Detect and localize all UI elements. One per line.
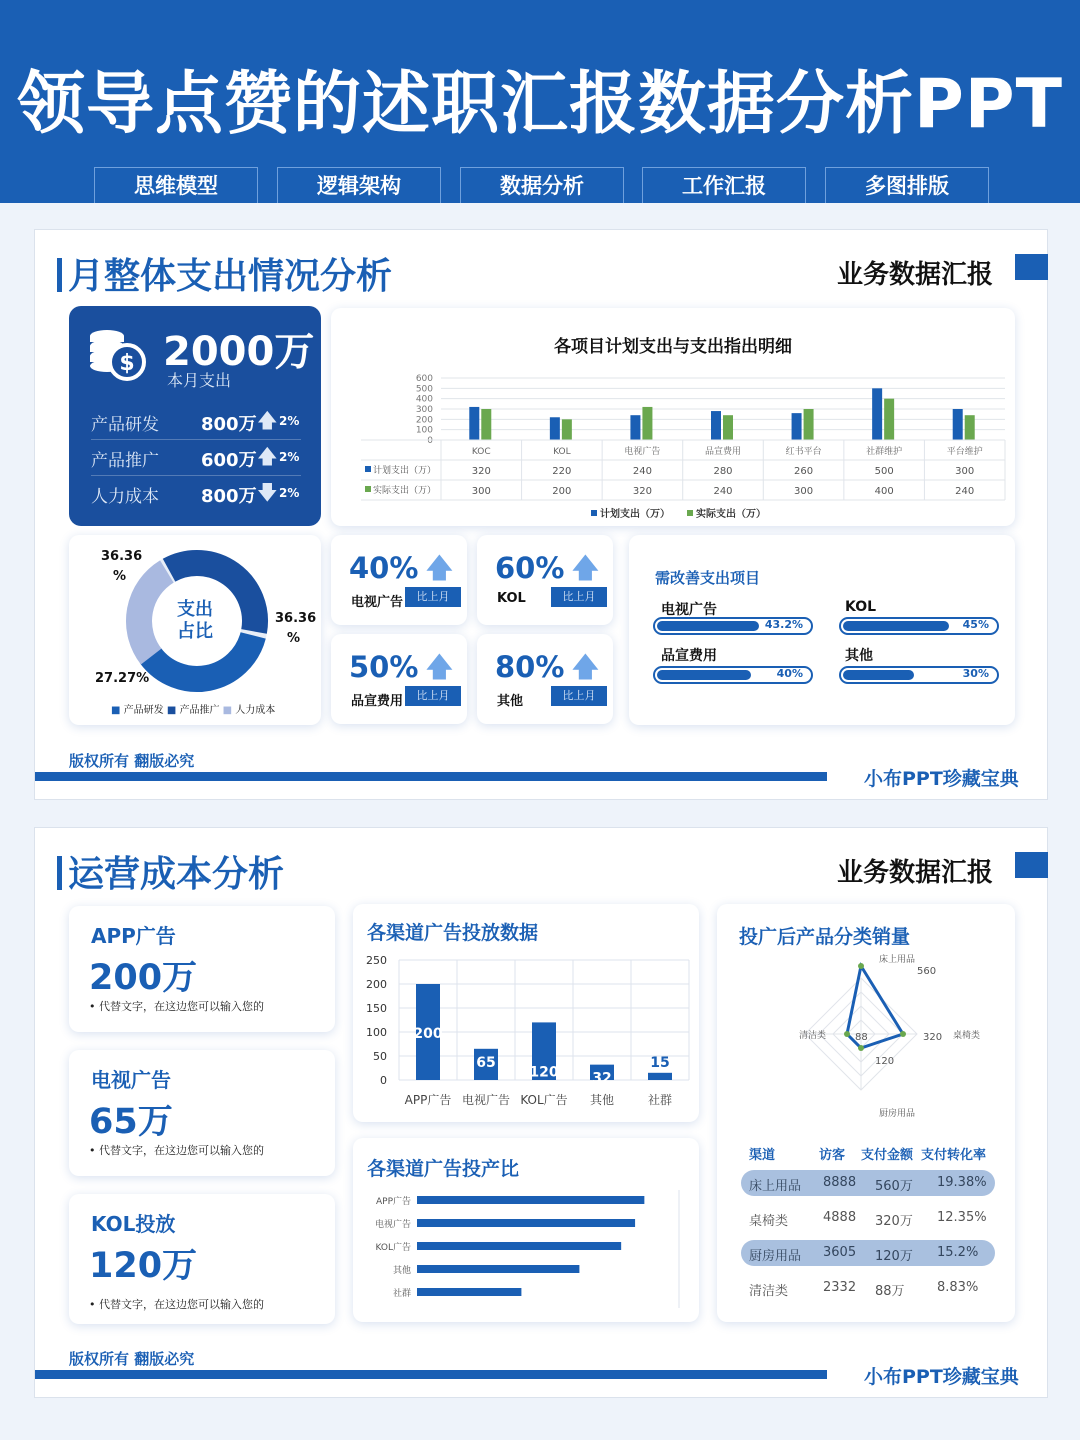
radar-point (858, 1045, 864, 1051)
table-cell: 320 (471, 466, 491, 477)
stat-card-app (69, 906, 335, 1032)
progress-fill (657, 621, 759, 631)
progress-fill (843, 670, 914, 680)
legend-swatch (365, 486, 371, 492)
y-tick-label: 150 (366, 1002, 387, 1015)
y-tick-label: 电视广告 (374, 1220, 411, 1230)
arrow-down-icon: 🡇 (257, 480, 278, 504)
legend-item: 计划支出（万） (600, 509, 670, 520)
table-cell: 200 (552, 486, 572, 497)
x-tick-label: KOC (471, 447, 491, 457)
legend-item: 产品推广 (179, 705, 220, 716)
x-tick-label: 红书平台 (785, 447, 822, 457)
legend-item: 产品研发 (123, 705, 164, 716)
summary-row (91, 406, 301, 440)
main-title: 领导点赞的述职汇报数据分析PPT (16, 65, 1064, 144)
table-cell: 400 (874, 486, 894, 497)
kpi-card-brand (331, 634, 467, 724)
radar-point (900, 1031, 906, 1037)
bar (550, 417, 560, 440)
table-cell: 19.38% (937, 1175, 987, 1190)
table-cell: 300 (794, 486, 814, 497)
arrow-up-icon: 🡅 (425, 551, 454, 584)
data-label: 200 (413, 1026, 443, 1042)
x-tick-label: 平台维护 (946, 447, 983, 457)
slide-right-title: 业务数据汇报 (837, 858, 994, 888)
ad-channel-chart-card (353, 904, 699, 1122)
summary-row-value: 800万 (201, 486, 257, 507)
data-label: 88 (855, 1032, 868, 1043)
money-coins-icon (87, 326, 147, 384)
stat-card-tv (69, 1050, 335, 1176)
bar (872, 388, 882, 440)
bar (723, 415, 733, 440)
donut-label: 36.36 (101, 549, 143, 564)
expense-detail-chart-card (331, 308, 1015, 526)
progress-fill (843, 621, 949, 631)
table-cell: 15.2% (937, 1245, 979, 1260)
progress-value: 40% (776, 667, 803, 680)
progress-bar (839, 617, 999, 635)
table-cell: 300 (955, 466, 975, 477)
progress-bar (653, 617, 813, 635)
decor-square (1015, 852, 1048, 878)
category-tabs (94, 167, 989, 203)
arrow-up-icon: 🡅 (571, 551, 600, 584)
table-cell: 240 (955, 486, 975, 497)
y-tick-label: 50 (373, 1050, 387, 1063)
y-tick-label: 400 (415, 394, 433, 405)
stat-value: 65万 (89, 1102, 173, 1142)
improve-title: 需改善支出项目 (655, 569, 761, 587)
bar (417, 1196, 644, 1204)
slide-right-title: 业务数据汇报 (837, 260, 994, 290)
table-cell: 320万 (875, 1214, 913, 1229)
bar (792, 413, 802, 440)
kpi-badge: 比上月 (551, 686, 607, 706)
progress-label: 品宣费用 (661, 648, 717, 664)
stat-value: 200万 (89, 958, 198, 998)
expense-share-card (69, 535, 321, 725)
summary-row-label: 产品推广 (91, 451, 159, 471)
kpi-name: KOL (497, 591, 526, 606)
table-row (741, 1205, 995, 1231)
tab-thinking-model[interactable]: 思维模型 (94, 167, 258, 203)
x-tick-label: 电视广告 (461, 1093, 511, 1107)
table-cell: 桌椅类 (749, 1214, 789, 1229)
radar-point (858, 963, 864, 969)
kpi-card-kol (477, 535, 613, 625)
table-cell: 88万 (875, 1284, 905, 1299)
summary-row-value: 600万 (201, 450, 257, 471)
bar (648, 1073, 672, 1080)
summary-row-label: 人力成本 (91, 487, 159, 507)
y-tick-label: 其他 (392, 1266, 411, 1276)
data-label: 15 (650, 1054, 670, 1071)
table-cell: 清洁类 (749, 1284, 789, 1299)
donut-label: % (113, 569, 127, 584)
x-tick-label: APP广告 (404, 1093, 452, 1107)
x-tick-label: 社群维护 (866, 447, 903, 457)
bar (711, 411, 721, 440)
legend-swatch (365, 466, 371, 472)
bar (630, 415, 640, 440)
table-cell: 厨房用品 (749, 1249, 802, 1264)
copyright-text: 版权所有 翻版必究 (69, 752, 195, 770)
stat-value: 120万 (89, 1246, 198, 1286)
data-label: 120 (529, 1064, 559, 1081)
kpi-card-other (477, 634, 613, 724)
legend-swatch (687, 510, 693, 516)
brand-text: 小布PPT珍藏宝典 (864, 1366, 1019, 1388)
kpi-name: 品宣费用 (351, 694, 404, 709)
y-tick-label: KOL广告 (375, 1243, 411, 1253)
y-tick-label: 社群 (392, 1289, 411, 1299)
tab-data-analysis[interactable]: 数据分析 (460, 167, 624, 203)
total-expense-value: 2000万 (163, 329, 315, 375)
progress-value: 30% (962, 667, 989, 680)
bar (417, 1242, 621, 1250)
copyright-text: 版权所有 翻版必究 (69, 1350, 195, 1368)
progress-bar (653, 666, 813, 684)
y-tick-label: 200 (415, 415, 433, 426)
progress-label: 其他 (845, 648, 873, 664)
radar-category: 清洁类 (799, 1031, 827, 1041)
bar (953, 409, 963, 440)
kpi-name: 其他 (497, 694, 524, 709)
bar (965, 415, 975, 440)
horizontal-bar-chart (353, 1138, 699, 1322)
x-tick-label: 其他 (589, 1093, 615, 1107)
y-tick-label: 100 (366, 1026, 387, 1039)
x-tick-label: 电视广告 (624, 447, 661, 457)
tab-multi-chart[interactable]: 多图排版 (825, 167, 989, 203)
stat-title: APP广告 (91, 924, 176, 948)
chart-title: 各项目计划支出与支出指出明细 (554, 337, 792, 357)
progress-value: 43.2% (764, 618, 803, 631)
table-header: 访客 (819, 1148, 846, 1163)
table-cell: 240 (713, 486, 733, 497)
data-label: 320 (923, 1032, 943, 1043)
progress-label: 电视广告 (661, 602, 717, 618)
donut-center-label (177, 599, 213, 643)
stat-desc: • 代替文字，在这边您可以输入您的 (89, 1000, 264, 1013)
y-tick-label: APP广告 (375, 1197, 411, 1207)
y-tick-label: 300 (415, 405, 433, 415)
table-header: 支付金额 (861, 1148, 914, 1163)
stat-desc: • 代替文字，在这边您可以输入您的 (89, 1298, 264, 1311)
kpi-value: 50% (349, 650, 419, 684)
y-tick-label: 100 (415, 425, 433, 436)
kpi-badge: 比上月 (405, 686, 461, 706)
data-label: 65 (476, 1054, 496, 1071)
tab-work-report[interactable]: 工作汇报 (642, 167, 806, 203)
kpi-badge: 比上月 (551, 587, 607, 607)
table-row (741, 1170, 995, 1196)
legend-item: 人力成本 (235, 705, 276, 716)
brand-text: 小布PPT珍藏宝典 (864, 768, 1019, 790)
slide-title: 运营成本分析 (57, 846, 284, 897)
donut-center-line: 占比 (177, 621, 213, 642)
stat-title: KOL投放 (91, 1212, 176, 1236)
table-cell: 560万 (875, 1179, 913, 1194)
y-tick-label: 600 (415, 374, 433, 384)
radar-chart (717, 904, 1015, 1134)
table-cell: 220 (552, 466, 572, 477)
table-row (741, 1240, 995, 1266)
y-tick-label: 250 (366, 954, 387, 967)
bar (642, 407, 652, 440)
footer-bar (35, 772, 827, 781)
expense-summary-card (69, 306, 321, 526)
table-cell: 4888 (823, 1210, 857, 1225)
slide-title: 月整体支出情况分析 (57, 248, 392, 299)
bar (417, 1219, 635, 1227)
bar (417, 1265, 579, 1273)
slide-expense-analysis (34, 229, 1048, 800)
y-tick-label: 0 (380, 1074, 387, 1087)
x-tick-label: KOL广告 (520, 1093, 568, 1107)
x-tick-label: 社群 (647, 1093, 673, 1107)
x-tick-label: KOL (553, 447, 571, 457)
arrow-up-icon: 🡅 (257, 408, 278, 432)
summary-row (91, 442, 301, 476)
stat-desc: • 代替文字，在这边您可以输入您的 (89, 1144, 264, 1157)
summary-row-pct: 2% (279, 486, 300, 500)
footer-bar (35, 1370, 827, 1379)
x-tick-label: 品宣费用 (704, 447, 742, 457)
table-cell: 床上用品 (749, 1179, 802, 1194)
decor-square (1015, 254, 1048, 280)
table-cell: 12.35% (937, 1210, 987, 1225)
bar (884, 399, 894, 440)
donut-slice (139, 571, 167, 656)
sales-title: 投广后产品分类销量 (739, 926, 911, 948)
table-cell: 300 (471, 486, 491, 497)
table-header: 支付转化率 (921, 1148, 987, 1163)
tab-logic-framework[interactable]: 逻辑架构 (277, 167, 441, 203)
progress-value: 45% (962, 618, 989, 631)
y-tick-label: 0 (427, 436, 433, 446)
summary-row-pct: 2% (279, 450, 300, 464)
ad-roi-chart-card (353, 1138, 699, 1322)
kpi-name: 电视广告 (351, 595, 404, 610)
series-name: 计划支出（万） (373, 466, 437, 476)
bar (562, 419, 572, 440)
arrow-up-icon: 🡅 (571, 650, 600, 683)
arrow-up-icon: 🡅 (257, 444, 278, 468)
chart-title: 各渠道广告投放数据 (367, 922, 539, 944)
grouped-bar-chart (331, 308, 1015, 526)
table-cell: 320 (632, 486, 652, 497)
summary-row (91, 478, 301, 512)
data-label: 120 (875, 1056, 895, 1067)
bar-chart (353, 904, 699, 1122)
radar-point (844, 1031, 850, 1037)
summary-row-label: 产品研发 (91, 415, 159, 435)
donut-legend: ■ 产品研发 ■ 产品推广 ■ 人力成本 (111, 705, 276, 716)
radar-category: 桌椅类 (953, 1031, 981, 1041)
data-label: 32 (592, 1070, 612, 1087)
kpi-value: 60% (495, 551, 565, 585)
table-header: 渠道 (749, 1148, 776, 1163)
progress-label: KOL (845, 599, 877, 615)
series-name: 实际支出（万） (373, 486, 437, 496)
legend-item: 实际支出（万） (696, 509, 766, 520)
bar (417, 1288, 521, 1296)
table-cell: 8.83% (937, 1280, 979, 1295)
table-cell: 280 (713, 466, 733, 477)
donut-label: % (287, 631, 301, 646)
kpi-badge: 比上月 (405, 587, 461, 607)
donut-center-line: 支出 (177, 599, 213, 620)
table-cell: 260 (794, 466, 814, 477)
donut-label: 36.36 (275, 611, 317, 626)
sales-card (717, 904, 1015, 1322)
chart-title: 各渠道广告投产比 (367, 1158, 520, 1180)
radar-category: 厨房用品 (878, 1109, 916, 1119)
arrow-up-icon: 🡅 (425, 650, 454, 683)
kpi-value: 40% (349, 551, 419, 585)
table-cell: 2332 (823, 1280, 857, 1295)
table-cell: 8888 (823, 1175, 857, 1190)
radar-category: 床上用品 (878, 955, 916, 965)
donut-label: 27.27% (95, 671, 150, 686)
table-cell: 500 (874, 466, 894, 477)
stat-card-kol (69, 1194, 335, 1324)
kpi-value: 80% (495, 650, 565, 684)
y-tick-label: 500 (415, 384, 433, 395)
table-row (741, 1275, 995, 1301)
stat-title: 电视广告 (91, 1068, 171, 1092)
slide-operating-cost (34, 827, 1048, 1398)
improve-items-card (629, 535, 1015, 725)
bar (481, 409, 491, 440)
legend-swatch (591, 510, 597, 516)
bar (804, 409, 814, 440)
table-cell: 120万 (875, 1249, 913, 1264)
bar (469, 407, 479, 440)
progress-fill (657, 670, 751, 680)
total-expense-label: 本月支出 (167, 371, 232, 390)
svg-text:$: $ (119, 351, 135, 376)
y-tick-label: 200 (366, 978, 387, 991)
summary-row-value: 800万 (201, 414, 257, 435)
table-cell: 3605 (823, 1245, 857, 1260)
kpi-card-tv (331, 535, 467, 625)
data-label: 560 (917, 966, 937, 977)
summary-row-pct: 2% (279, 414, 300, 428)
table-cell: 240 (632, 466, 652, 477)
progress-bar (839, 666, 999, 684)
